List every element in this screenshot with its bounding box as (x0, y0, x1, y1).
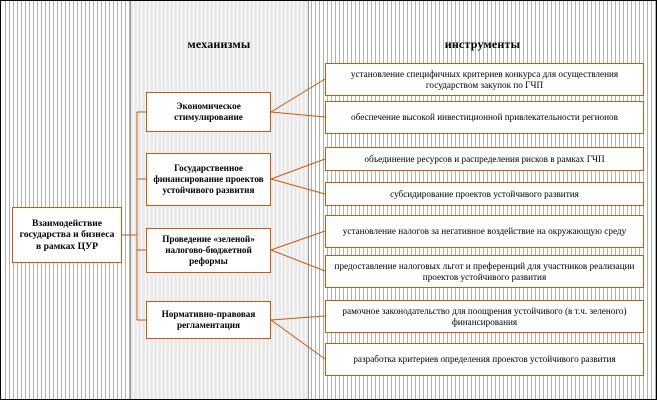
instrument-label-1: обеспечение высокой инвестиционной привлекательности регионов (351, 112, 618, 123)
instrument-label-6: рамочное законодательство для поощрения устойчивого (в т.ч. зеленого) финансирования (342, 305, 627, 327)
mechanism-node-2[interactable] (146, 228, 271, 273)
mechanism-label-0: Экономическое стимулирование (174, 101, 243, 122)
left-column-background (2, 1, 130, 399)
instrument-node-1[interactable] (325, 101, 644, 134)
instrument-node-6[interactable] (325, 300, 644, 333)
mechanism-node-0[interactable] (146, 92, 271, 132)
mechanism-label-2: Проведение «зеленой» налогово-бюджетной реформы (162, 234, 255, 266)
root-node[interactable] (12, 207, 122, 263)
mechanisms-heading: механизмы (187, 37, 251, 51)
instrument-node-2[interactable] (325, 147, 644, 171)
instrument-node-3[interactable] (325, 182, 644, 206)
mechanism-node-3[interactable] (146, 301, 271, 339)
mechanism-label-1: Государственное финансирование проектов устойчивого развития (153, 163, 264, 195)
mechanism-node-1[interactable] (146, 153, 271, 206)
column-divider-1 (130, 1, 131, 399)
column-divider-2 (308, 1, 309, 399)
instrument-node-0[interactable] (325, 63, 644, 96)
instrument-label-7: разработка критериев определения проектов устойчивого развития (353, 354, 616, 365)
instrument-label-5: предоставление налоговых льгот и преференций для участников реализации проектов устойчивого развития (334, 260, 635, 282)
root-node-label: Взаимодействие государства и бизнеса в рамках ЦУР (19, 218, 115, 252)
mechanism-label-3: Нормативно-правовая регламентация (161, 309, 256, 330)
instrument-label-4: установление налогов за негативное воздействие на окружающую среду (342, 226, 627, 237)
instruments-heading: инструменты (444, 37, 521, 51)
instrument-label-3: субсидирование проектов устойчивого развития (390, 188, 579, 199)
instrument-node-4[interactable] (325, 215, 644, 248)
instrument-label-2: объединение ресурсов и распределения рисков в рамках ГЧП (364, 153, 605, 164)
instrument-node-5[interactable] (325, 255, 644, 288)
instrument-node-7[interactable] (325, 343, 644, 376)
instrument-label-0: установление специфичных критериев конкурса для осуществления государством закупок по ГЧП (350, 68, 619, 90)
